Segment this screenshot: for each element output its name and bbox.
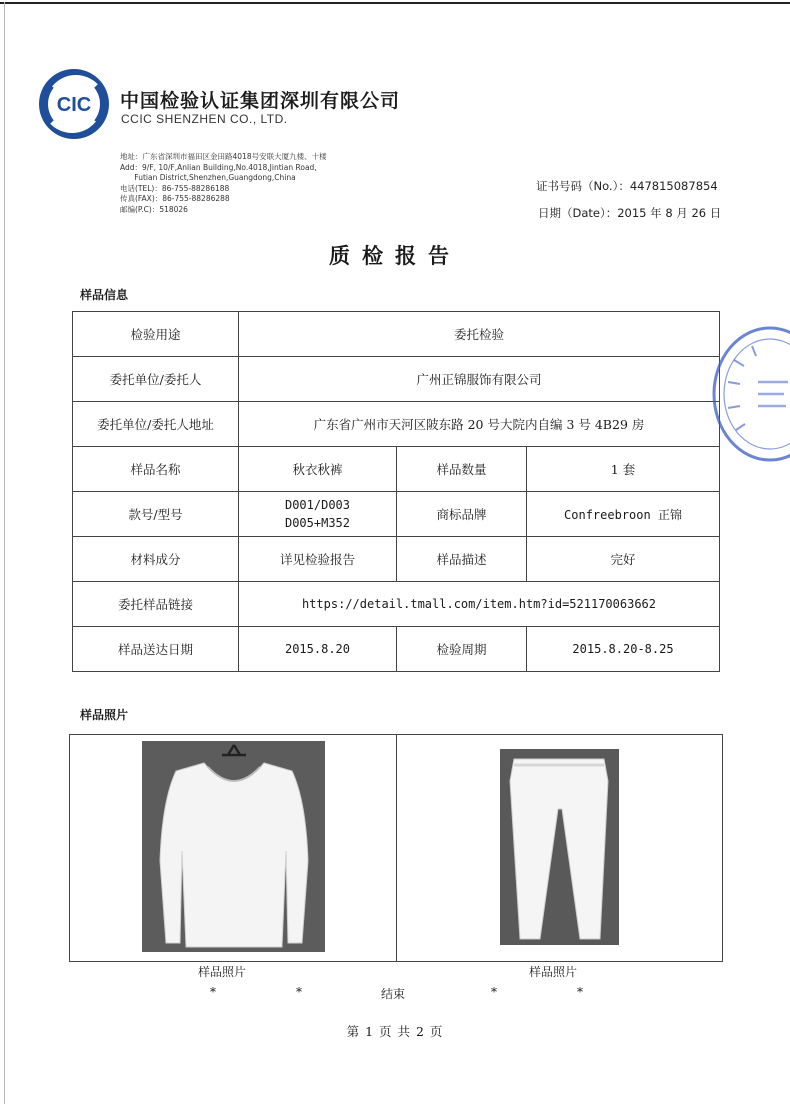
address-line: Futian District,Shenzhen,Guangdong,China [120, 173, 296, 182]
sample-description-value: 完好 [527, 537, 720, 582]
client-value: 广州正锦服饰有限公司 [239, 357, 720, 402]
sample-photos-panel [69, 734, 723, 962]
address-line: 邮编(P.C)：518026 [120, 204, 188, 214]
inspection-period-label: 检验周期 [397, 627, 527, 672]
table-row [73, 537, 720, 582]
address-line: Add：9/F, 10/F,Anlian Building,No.4018,Jintian Road, [120, 162, 317, 172]
material-value: 详见检验报告 [239, 537, 397, 582]
model-label: 款号/型号 [73, 492, 239, 537]
photo-divider [396, 735, 397, 961]
sample-link-value[interactable]: https://detail.tmall.com/item.htm?id=521170063662 [239, 582, 720, 627]
sample-name-value: 秋衣秋裤 [239, 447, 397, 492]
client-address-value: 广东省广州市天河区陂东路 20 号大院内自编 3 号 4B29 房 [239, 402, 720, 447]
table-row [73, 582, 720, 627]
page-number: 第 1 页 共 2 页 [346, 1024, 444, 1039]
brand-label: 商标品牌 [397, 492, 527, 537]
address-line: 传真(FAX)：86-755-88286288 [120, 194, 230, 203]
sample-photo-top [142, 741, 325, 952]
brand-value: Confreebroon 正锦 [527, 492, 720, 537]
material-label: 材料成分 [73, 537, 239, 582]
sample-description-label: 样品描述 [397, 537, 527, 582]
company-address [120, 152, 327, 215]
end-star: * [577, 985, 583, 999]
received-date-label: 样品送达日期 [73, 627, 239, 672]
report-date: 日期（Date）：2015 年 8 月 26 日 [538, 206, 722, 220]
end-text: 结束 [381, 987, 406, 1001]
table-row [73, 492, 720, 537]
company-name-en: CCIC SHENZHEN CO., LTD. [121, 112, 288, 126]
long-pants-image [500, 749, 619, 945]
table-row [73, 447, 720, 492]
sample-quantity-value: 1 套 [527, 447, 720, 492]
logo-text: CIC [56, 94, 92, 116]
table-row [73, 627, 720, 672]
top-border-line [0, 2, 790, 4]
sample-info-heading: 样品信息 [80, 288, 129, 302]
end-star: * [210, 985, 216, 999]
received-date-value: 2015.8.20 [239, 627, 397, 672]
table-row [73, 357, 720, 402]
sample-quantity-label: 样品数量 [397, 447, 527, 492]
ccic-logo [36, 66, 112, 142]
sample-name-label: 样品名称 [73, 447, 239, 492]
inspection-period-value: 2015.8.20-8.25 [527, 627, 720, 672]
address-line: 地址：广东省深圳市福田区金田路4018号安联大厦九楼、十楼 [120, 152, 327, 161]
left-border-line [4, 2, 5, 1104]
photo-caption-left: 样品照片 [198, 965, 247, 979]
report-title: 质检报告 [329, 243, 461, 268]
model-value-line: D005+M352 [284, 516, 351, 530]
table-row [73, 312, 720, 357]
client-label: 委托单位/委托人 [73, 357, 239, 402]
table-row [73, 402, 720, 447]
model-value [239, 492, 397, 537]
client-address-label: 委托单位/委托人地址 [73, 402, 239, 447]
sample-photo-pants [500, 749, 619, 945]
official-seal-stamp [706, 322, 790, 472]
sample-photos-heading: 样品照片 [80, 708, 129, 722]
photo-caption-right: 样品照片 [529, 965, 578, 979]
sample-link-label: 委托样品链接 [73, 582, 239, 627]
address-line: 电话(TEL)：86-755-88286188 [120, 183, 230, 193]
purpose-label: 检验用途 [73, 312, 239, 357]
end-star: * [296, 985, 302, 999]
model-value-line: D001/D003 [284, 498, 351, 512]
sample-info-table [72, 311, 720, 672]
end-star: * [491, 985, 497, 999]
certificate-number: 证书号码（No.）：447815087854 [536, 179, 718, 193]
long-sleeve-top-image [142, 741, 325, 952]
company-name-cn: 中国检验认证集团深圳有限公司 [120, 90, 401, 112]
purpose-value: 委托检验 [239, 312, 720, 357]
